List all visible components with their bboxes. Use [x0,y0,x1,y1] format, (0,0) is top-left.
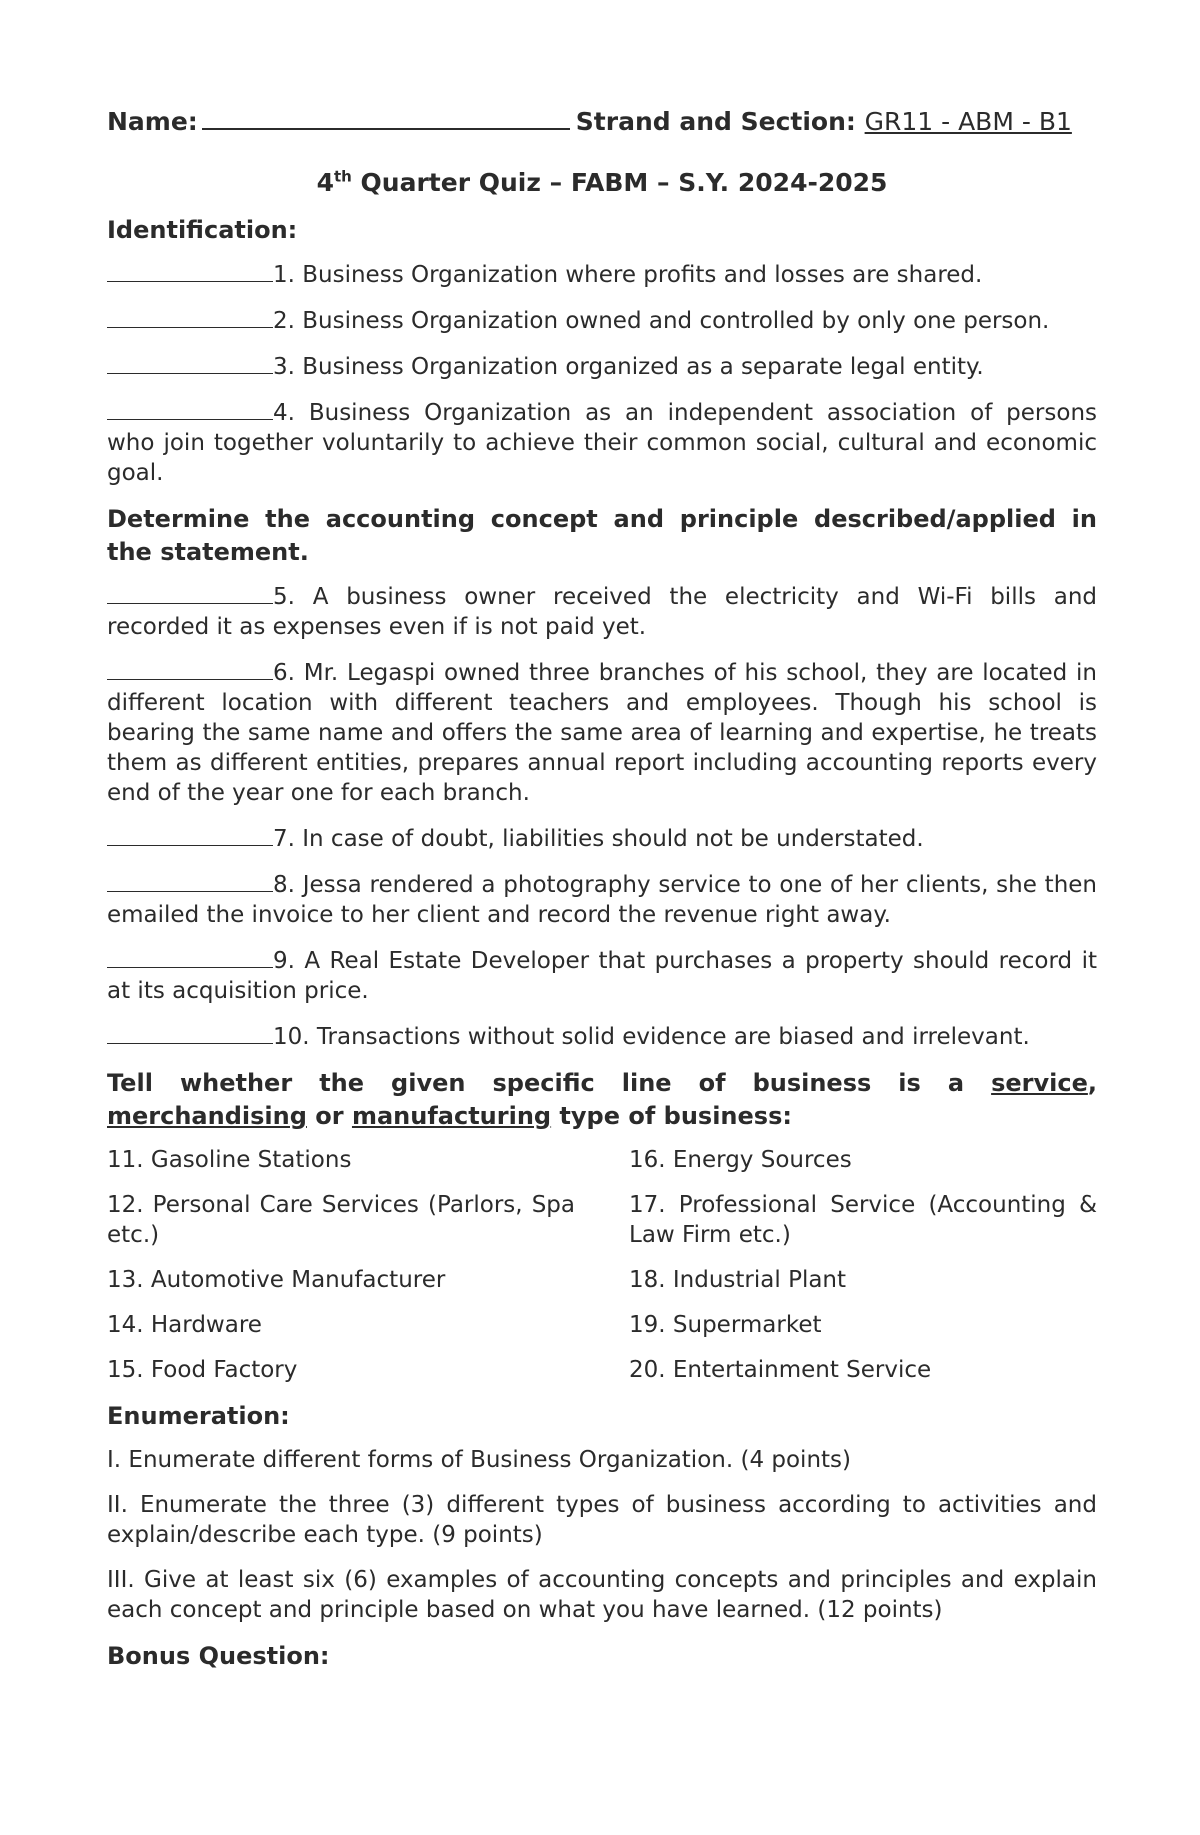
question-item [107,869,1097,930]
answer-blank [107,869,273,892]
question-text: 10. Transactions without solid evidence are biased and irrelevant. [273,1024,1030,1050]
business-type-heading [107,1067,1097,1133]
identification-heading: Identification: [107,216,298,244]
answer-blank [107,351,273,374]
business-list [107,1145,1097,1385]
question-item [107,351,1097,382]
question-text: 1. Business Organization where profits and losses are shared. [273,262,983,288]
question-text: 2. Business Organization owned and controlled by only one person. [273,308,1050,334]
enumeration-item: I. Enumerate different forms of Business Organization. (4 points) [107,1447,851,1473]
quiz-title [107,166,1097,200]
heading-end: type of business: [551,1102,792,1130]
answer-blank [107,823,273,846]
question-text: 5. A business owner received the electricity and Wi-Fi bills and recorded it as expenses even if is not paid yet. [107,584,1097,640]
title-rest: Quarter Quiz – FABM – S.Y. 2024-2025 [351,168,888,197]
question-item [107,945,1097,1006]
manufacturing-term: manufacturing [351,1102,552,1130]
bonus-heading: Bonus Question: [107,1642,330,1670]
list-item: 17. Professional Service (Accounting & Law Firm etc.) [629,1192,1097,1248]
strand-label: Strand and Section: [575,107,856,136]
question-item [107,1021,1097,1052]
answer-blank [107,305,273,328]
name-label: Name: [107,107,198,136]
answer-blank [107,1021,273,1044]
service-term: service [991,1069,1088,1097]
list-item: 15. Food Factory [107,1357,298,1383]
enumeration-item: III. Give at least six (6) examples of accounting concepts and principles and explain each concept and principle based on what you have learned. (12 points) [107,1567,1097,1623]
list-item: 19. Supermarket [629,1312,822,1338]
answer-blank [107,581,273,604]
enumeration-item: II. Enumerate the three (3) different types of business according to activities and explain/describe each type. (9 points) [107,1492,1097,1548]
question-text: 8. Jessa rendered a photography service to one of her clients, she then emailed the invoice to her client and record the revenue right away. [107,872,1097,928]
question-item [107,305,1097,336]
list-item: 14. Hardware [107,1312,262,1338]
heading-comma: , [1087,1069,1097,1097]
list-item: 11. Gasoline Stations [107,1147,352,1173]
list-item: 16. Energy Sources [629,1147,852,1173]
question-text: 7. In case of doubt, liabilities should not be understated. [273,826,924,852]
question-item [107,657,1097,808]
question-item [107,397,1097,488]
question-text: 6. Mr. Legaspi owned three branches of his school, they are located in different location with different teachers and employees. Though his school is bearing the same name and offers the same area of learning and expertise, he treats them as different entities, prepares annual report including accounting reports every end of the year one for each branch. [107,660,1097,806]
answer-blank [107,657,273,680]
list-item: 12. Personal Care Services (Parlors, Spa etc.) [107,1192,575,1248]
title-ordinal-suffix: th [333,167,352,186]
answer-blank [107,259,273,282]
enumeration-heading: Enumeration: [107,1402,290,1430]
question-item [107,823,1097,854]
title-ordinal-number: 4 [316,168,334,197]
name-blank [202,104,570,130]
answer-blank [107,945,273,968]
list-item: 13. Automotive Manufacturer [107,1267,446,1293]
heading-text: Tell whether the given specific line of business is a [107,1069,992,1097]
strand-value: GR11 - ABM - B1 [864,107,1072,136]
question-item [107,259,1097,290]
merchandising-term: merchandising [107,1102,307,1130]
list-item: 20. Entertainment Service [629,1357,932,1383]
header [107,104,1097,138]
question-text: 9. A Real Estate Developer that purchases a property should record it at its acquisition price. [107,948,1097,1004]
concepts-heading: Determine the accounting concept and principle described/applied in the statement. [107,505,1097,566]
question-item [107,581,1097,642]
heading-or: or [306,1102,352,1130]
list-item: 18. Industrial Plant [629,1267,847,1293]
answer-blank [107,397,273,420]
question-text: 4. Business Organization as an independent association of persons who join together voluntarily to achieve their common social, cultural and economic goal. [107,400,1097,486]
question-text: 3. Business Organization organized as a separate legal entity. [273,354,984,380]
